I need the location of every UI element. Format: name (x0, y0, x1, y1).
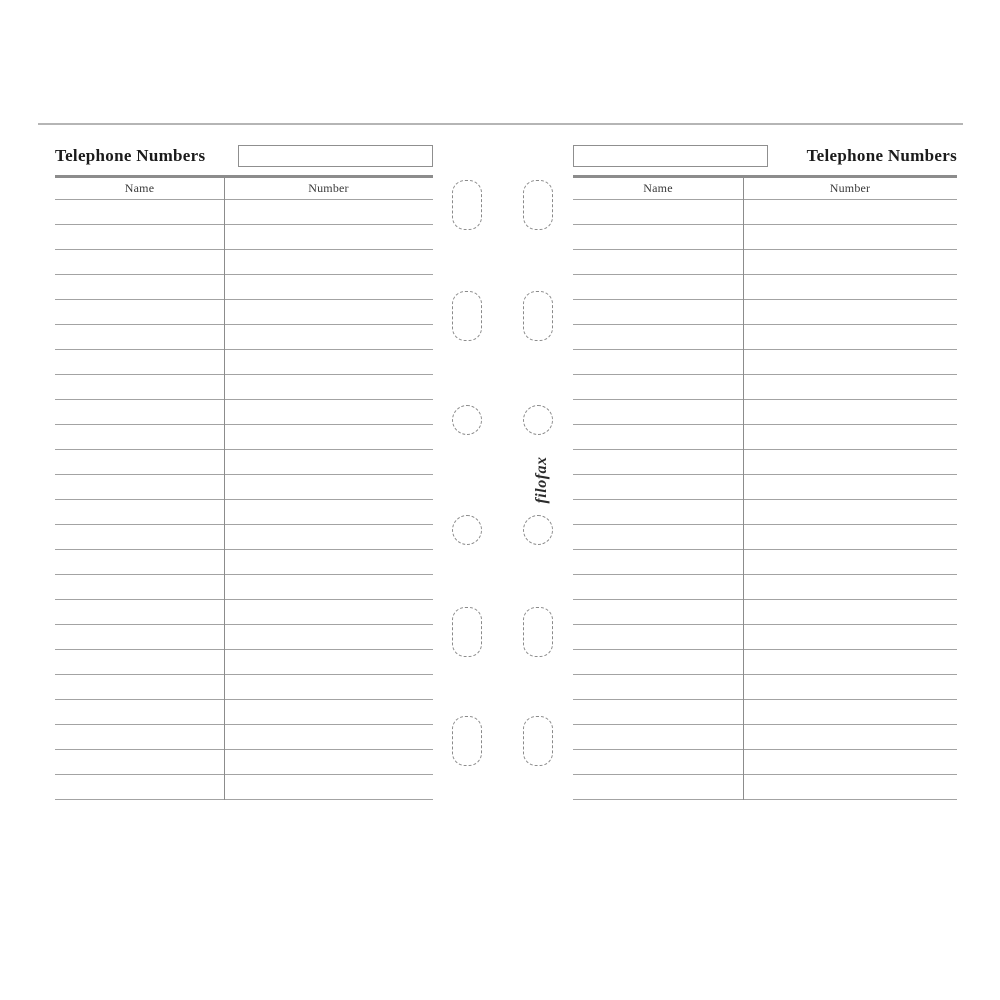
index-tab-box (238, 145, 433, 167)
ruled-row (573, 350, 957, 375)
page-title: Telephone Numbers (806, 146, 957, 165)
punch-hole-mark-oval (523, 180, 553, 230)
ruled-row (573, 325, 957, 350)
punch-hole-mark-oval (523, 607, 553, 657)
column-header-number: Number (829, 181, 871, 195)
left-page (55, 145, 433, 800)
ruled-row (55, 325, 433, 350)
ruled-row (55, 375, 433, 400)
right-page-header (573, 145, 957, 167)
ruled-row (55, 475, 433, 500)
ruled-rows (55, 200, 433, 800)
punch-hole-mark-oval (452, 180, 482, 230)
ruled-row (573, 475, 957, 500)
column-header-number: Number (308, 181, 349, 195)
ruled-row (55, 750, 433, 775)
ruled-row (573, 750, 957, 775)
ruled-row (55, 575, 433, 600)
ruled-row (573, 525, 957, 550)
punch-hole-mark-oval (452, 716, 482, 766)
column-divider-line (743, 175, 744, 800)
ruled-row (55, 400, 433, 425)
ruled-row (55, 775, 433, 800)
ruled-row (573, 225, 957, 250)
ruled-row (573, 400, 957, 425)
punch-hole-mark-oval (452, 291, 482, 341)
column-header-name: Name (643, 181, 673, 195)
ruled-row (573, 700, 957, 725)
ruled-row (55, 275, 433, 300)
ruled-row (573, 600, 957, 625)
ruled-row (573, 250, 957, 275)
ruled-row (573, 725, 957, 750)
ruled-row (573, 375, 957, 400)
ruled-row (573, 650, 957, 675)
ruled-row (573, 300, 957, 325)
left-page-header (55, 145, 433, 167)
punch-hole-mark-circle (523, 405, 553, 435)
punch-hole-mark-circle (523, 515, 553, 545)
ruled-row (55, 550, 433, 575)
ruled-row (573, 450, 957, 475)
ruled-row (55, 300, 433, 325)
ruled-row (55, 625, 433, 650)
ruled-row (55, 350, 433, 375)
ruled-row (55, 675, 433, 700)
ruled-row (55, 225, 433, 250)
right-page (573, 145, 957, 800)
ruled-row (55, 425, 433, 450)
column-header-name: Name (124, 181, 155, 195)
ruled-row (55, 200, 433, 225)
ruled-row (55, 500, 433, 525)
punch-hole-mark-oval (523, 716, 553, 766)
ruled-row (55, 250, 433, 275)
ruled-row (573, 425, 957, 450)
filofax-logo: filofax (533, 456, 550, 504)
column-header-row (55, 178, 433, 200)
punch-hole-mark-oval (523, 291, 553, 341)
ruled-rows (573, 200, 957, 800)
ruled-row (573, 200, 957, 225)
ruled-row (55, 700, 433, 725)
ruled-row (573, 675, 957, 700)
column-header-row (573, 178, 957, 200)
ruled-row (573, 625, 957, 650)
column-divider-line (224, 175, 225, 800)
ruled-row (573, 550, 957, 575)
punch-hole-mark-circle (452, 515, 482, 545)
page-top-edge-line (38, 123, 963, 125)
ruled-row (55, 450, 433, 475)
ruled-row (55, 600, 433, 625)
index-tab-box (573, 145, 768, 167)
ruled-row (573, 275, 957, 300)
ruled-row (55, 525, 433, 550)
punch-hole-mark-oval (452, 607, 482, 657)
ruled-row (55, 650, 433, 675)
punch-hole-mark-circle (452, 405, 482, 435)
ruled-row (573, 775, 957, 800)
ruled-row (573, 575, 957, 600)
ruled-row (573, 500, 957, 525)
ruled-row (55, 725, 433, 750)
page-title: Telephone Numbers (55, 146, 206, 165)
